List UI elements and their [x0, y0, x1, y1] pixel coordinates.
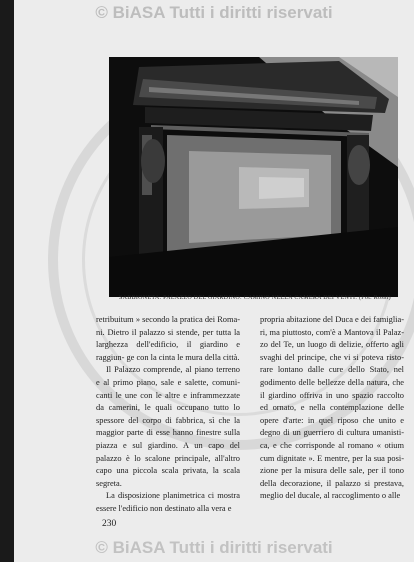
figure-caption: SABBIONETA. PALAZZO DEL GIARDINO: CAMINO NELLA CAMERA DEI VENTI. (Fot. Rossi) — [119, 295, 391, 301]
paragraph: La disposizione planimetrica ci mostra essere l'edificio non destinato alla vera e — [96, 491, 240, 513]
book-binding-edge — [0, 0, 14, 562]
text-column-left — [96, 314, 240, 516]
page-number: 230 — [102, 519, 117, 529]
fireplace-illustration — [109, 57, 398, 297]
paragraph: Il Palazzo comprende, al piano terreno e al primo piano, sale e salette, comuni- canti le une con le altre e inframmezzate da camerini, le quali occupano tutto lo spessore del corpo di fabbrica, sì che la maggior parte di esse hanno finestre sulla piazza e sul giardino. A un capo del palazzo è lo scalone principale, all'altro capo una piccola scala privata, la scala segreta. — [96, 365, 240, 488]
paragraph: retribuitum » secondo la pratica dei Roma- ni. Dietro il palazzo si stende, per tutta la larghezza dell'edificio, il giardino e raggiun- ge con la cinta le mura della città. — [96, 315, 240, 362]
watermark-top: © BiASA Tutti i diritti riservati — [95, 3, 333, 22]
text-column-right — [260, 314, 404, 503]
watermark-bottom: © BiASA Tutti i diritti riservati — [95, 538, 333, 557]
paragraph: propria abitazione del Duca e dei famiglia- ri, ma piuttosto, com'è a Mantova il Palaz- zo del Te, un luogo di delizie, offerto agli svaghi del principe, che vi si poteva risto- rare lontano dalle cure dello Stato, nel godimento delle bellezze della natura, che il giardino offriva in uno spazio raccolto ed ornato, e nella contemplazione delle opere d'arte: in quel riposo che unito e degno di un guerriero di cultura umanisti- ca, e che corrisponde al romano « otium cum dignitate ». E mentre, per la sua posi- zione per la misura delle sale, per il tono della decorazione, il palazzo si prestava, meglio del ducale, al raccoglimento o alle — [260, 315, 404, 501]
book-page — [14, 0, 414, 562]
fireplace-photograph — [109, 57, 398, 297]
